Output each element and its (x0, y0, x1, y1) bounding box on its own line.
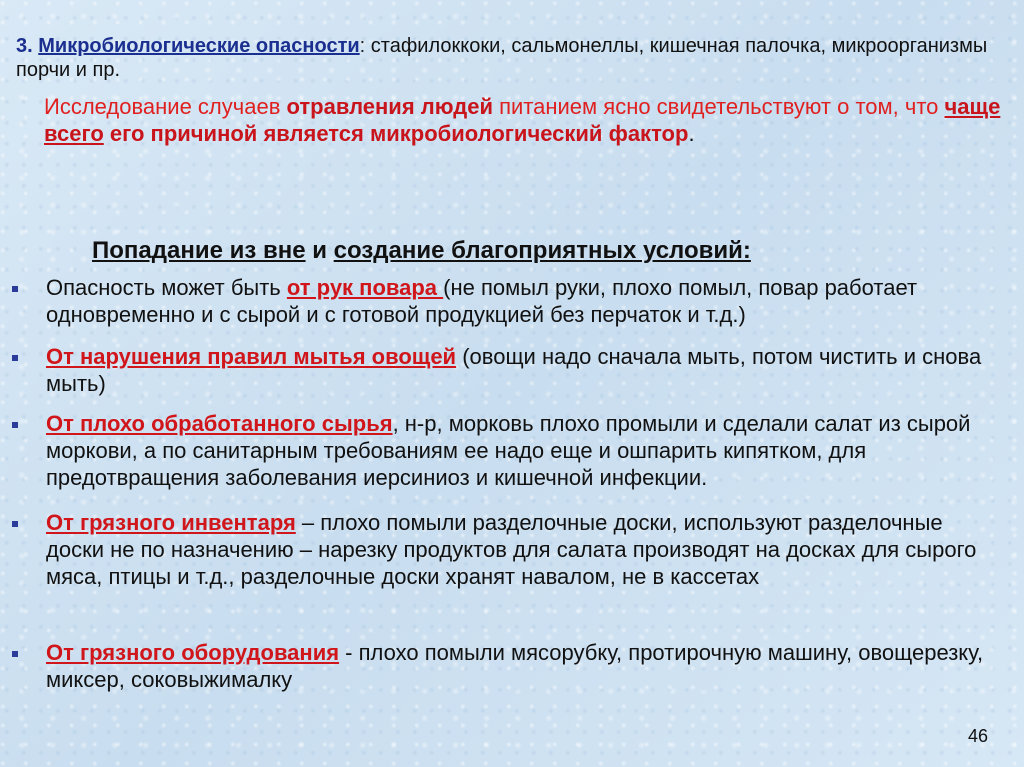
section-heading (16, 34, 1016, 82)
subheading-connector: и (305, 237, 334, 264)
bullet-highlight: от рук повара (286, 275, 444, 300)
bullet-text (46, 509, 996, 590)
research-highlight-2: чаще всего (44, 94, 1001, 146)
bullet-highlight: От плохо обработанного сырья (46, 411, 393, 436)
bullet-prefix: Опасность может быть (46, 275, 287, 300)
bullet-detail: - плохо помыли мясорубку, протирочную машину, овощерезку, миксер, соковыжималку (46, 640, 984, 692)
bullet-text (46, 343, 996, 397)
bullet-square-icon (12, 651, 18, 657)
section-title: Микробиологические опасности (38, 35, 360, 57)
bullet-text (46, 274, 996, 328)
bullet-detail: , н-р, морковь плохо промыли и сделали салат из сырой моркови, а по санитарным требованиям ее надо еще и ошпарить кипятком, для предотвращения заболевания иерсиниоз и кишечной инфекции. (46, 411, 971, 490)
subheading-part-2: создание благоприятных условий: (333, 237, 751, 264)
subheading (92, 236, 972, 266)
bullet-square-icon (12, 286, 18, 292)
bullet-highlight: От нарушения правил мытья овощей (46, 344, 457, 369)
bullet-square-icon (12, 355, 18, 361)
research-paragraph (44, 93, 1004, 147)
bullet-detail: (овощи надо сначала мыть, потом чистить и снова мыть) (46, 344, 982, 396)
bullet-text (46, 639, 996, 693)
bullet-square-icon (12, 422, 18, 428)
bullet-detail: (не помыл руки, плохо помыл, повар работает одновременно и с сырой и с готовой продукцией без перчаток и т.д.) (46, 275, 918, 327)
bullet-highlight: От грязного инвентаря (46, 510, 296, 535)
section-description: стафилоккоки, сальмонеллы, кишечная палочка, микроорганизмы порчи и пр. (16, 35, 988, 81)
subheading-part-1: Попадание из вне (92, 237, 306, 264)
bullet-square-icon (12, 521, 18, 527)
section-number: 3. (16, 35, 33, 57)
bullet-highlight: От грязного оборудования (46, 640, 340, 665)
research-highlight-1: отравления людей (286, 94, 493, 119)
research-text-1: Исследование случаев (44, 94, 287, 119)
research-text-2: питанием ясно свидетельствуют о том, что (492, 94, 945, 119)
section-title-colon: : (359, 35, 366, 57)
research-text-3: . (688, 121, 695, 146)
page-number: 46 (968, 726, 989, 746)
bullet-detail: – плохо помыли разделочные доски, используют разделочные доски не по назначению – нарезку продуктов для салата производят на досках для сырого мяса, птицы и т.д., разделочные доски хранят навалом, не в кассетах (46, 510, 977, 589)
bullet-text (46, 410, 996, 491)
research-highlight-3: его причиной является микробиологический фактор (103, 121, 689, 146)
